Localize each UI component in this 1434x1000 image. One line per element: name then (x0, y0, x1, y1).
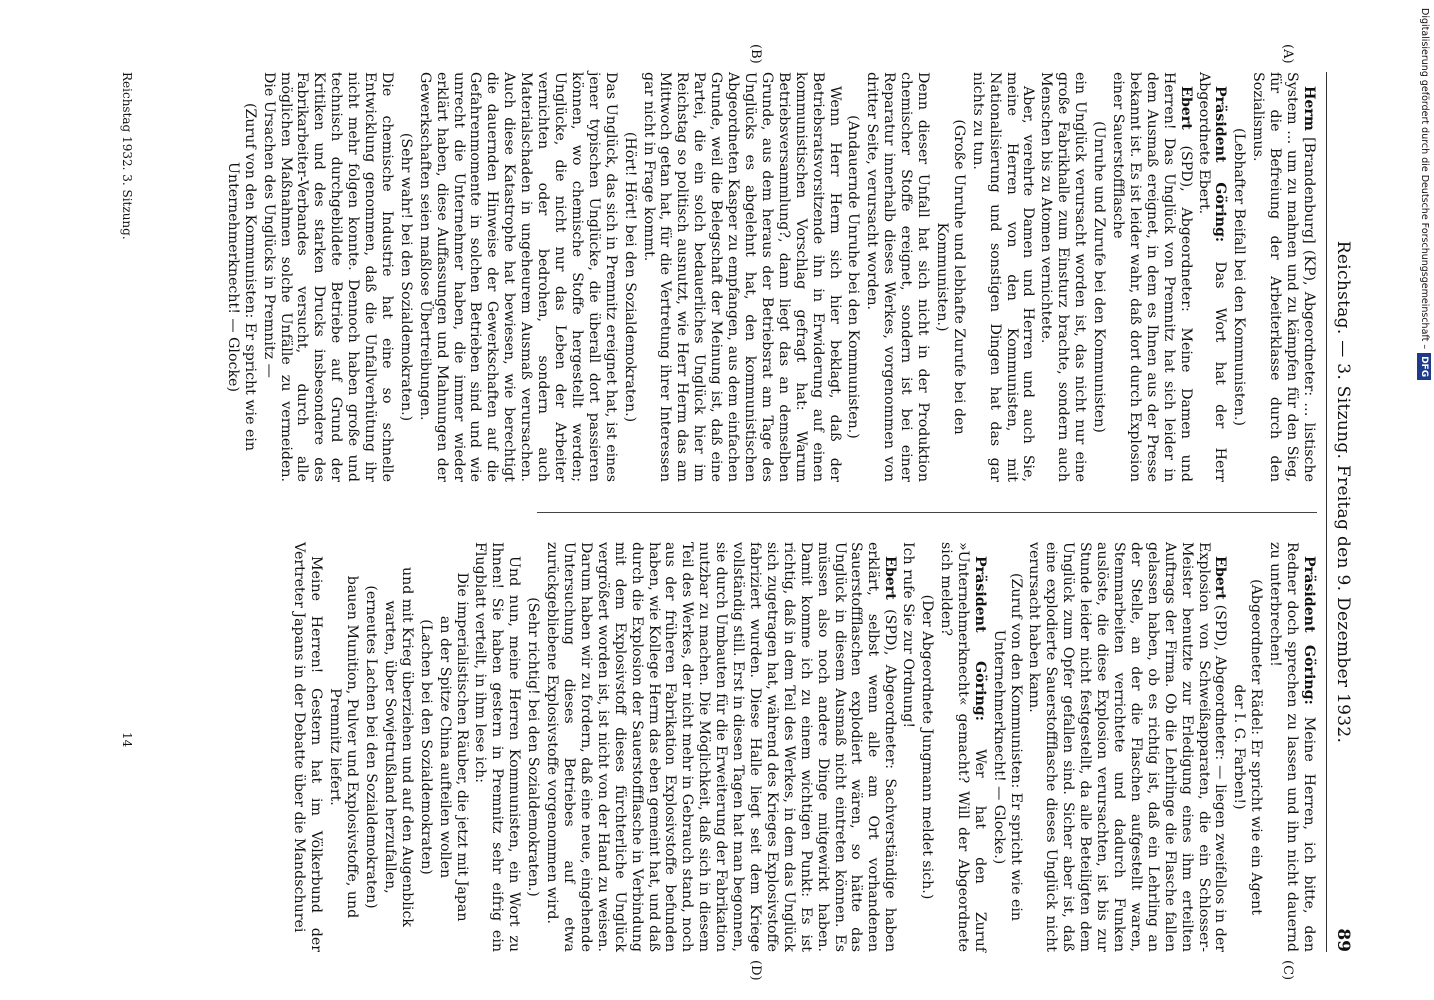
stage-direction: (Andauernde Unruhe bei den Kommunisten.) (845, 115, 862, 439)
body-paragraph: Die chemische Industrie hat eine so schnelle Entwicklung genommen, daß die Unfallverhütung ihr nicht mehr folgen konnte. Dennoch haben große und technisch durchgebildete Betriebe auf Grund der Kritiken und des starken Drucks insbesondere des Fabrikarbeiter-Verbandes versucht, durch alle möglichen Maßnahmen solche Unfälle zu vermeiden. Die Ursachen des Unglücks in Premnitz — (260, 72, 395, 482)
stage-direction: (Große Unruhe und lebhafte Zurufe bei den Kommunisten.) (933, 119, 967, 435)
speech-text: (SPD), Abgeordneter: Meine Damen und Herren! Das Unglück von Premnitz hat sich leider in dem Ausmaß ereignet, in dem es Ihnen aus der Presse bekannt ist. Es ist leider wahr, daß dort durch Explosion einer Sauerstoffflasche (1110, 72, 1194, 482)
speaker-name: Präsident Göring: (971, 556, 988, 721)
speech-paragraph (543, 542, 898, 952)
speech-text: Meine Herren, ich bitte, den Redner doch sprechen zu lassen und ihn nicht dauernd zu unterbrechen! (1267, 542, 1317, 952)
page-number: 89 (1333, 928, 1353, 952)
dfg-logo: DFG (1417, 353, 1431, 380)
digitization-credit (1417, 8, 1431, 908)
stage-direction: (Zuruf von den Kommunisten: Er spricht wie ein Unternehmerknecht! — Glocke) (224, 102, 258, 452)
stage-direction: (Lachen bei den Sozialdemokraten) (417, 619, 434, 875)
credit-text: Digitalisierung gefördert durch die Deutsche Forschungsgemeinschaft – (1419, 8, 1430, 350)
stage-direction: und mit Krieg überziehen und auf den Augenblick warten, über Sowjetrußland herzufallen, (381, 566, 415, 927)
margin-letter-d: (D) (748, 960, 763, 981)
body-paragraph: Meine Herren! Gestern hat im Völkerbund der Vertreter Japans in der Debatte über die Mandschurei (291, 542, 325, 952)
stage-direction: (Sehr wahr! bei den Sozialdemokraten.) (397, 132, 414, 422)
speech-text: (SPD), Abgeordneter: — liegen zweifellos in der Explosion von Schweißapparaten, die ein Schlosser-Meister benutzte zur Erledigung eines ihm erteilten Auftrags der Firma. Ob die Lehrlinge die Flasche fallen gelassen haben, ob es richtig ist, daß ein Lehrling an der Stelle, an der die Flaschen aufgestellt waren, Stemmarbeiten verrichtete und dadurch Funken auslöste, die diese Explosion verursachten, ist bis zur Stunde leider nicht festgestellt, da alle Beteiligten dem Unglück zum Opfer gefallen sind. Sicher aber ist, daß eine explodierte Sauerstoffflasche dieses Unglück nicht verursacht haben kann. (1026, 542, 1229, 952)
speech-paragraph (1109, 72, 1194, 482)
stage-direction: (Lebhafter Beifall bei den Kommunisten.) (1231, 127, 1248, 426)
stage-direction: (erneutes Lachen bei den Sozialdemokraten) (363, 585, 380, 909)
speaker-name: Herm (1301, 86, 1317, 131)
speech-paragraph (1266, 542, 1317, 952)
speech-paragraph (1026, 542, 1229, 952)
speech-text: Das Wort hat der Herr Abgeordnete Ebert. (1195, 72, 1229, 482)
body-paragraph: Denn dieser Unfall hat sich nicht in der Produktion chemischer Stoffe ereignet, sondern ist bei einer Reparatur innerhalb dieses Werkes, vorgenommen von dritter Seite, verursacht worden. (864, 72, 932, 482)
stage-direction: bauen Munition, Pulver und Explosivstoffe, und Premnitz liefert. (327, 575, 361, 919)
column-divider (537, 512, 1317, 513)
speaker-name: Präsident Göring: (1301, 556, 1317, 705)
speaker-name: Ebert (1177, 86, 1194, 130)
footer-left: Reichstag 1932. 3. Sitzung. (120, 72, 134, 240)
left-column (222, 72, 1317, 482)
speaker-name: Ebert (1212, 556, 1229, 600)
speech-paragraph (1249, 72, 1317, 482)
stage-direction: (Hört! Hört! bei den Sozialdemokraten.) (621, 131, 638, 423)
running-head: Reichstag. — 3. Sitzung. Freitag den 9. Dezember 1932. (1333, 240, 1353, 744)
margin-letter-c: (C) (1280, 960, 1295, 981)
stage-direction: (Abgeordneter Rädel: Er spricht wie ein Agent der I. G. Farben!) (1231, 579, 1265, 915)
stage-direction: (Sehr richtig! bei den Sozialdemokraten.) (525, 597, 542, 897)
stage-direction: (Der Abgeordnete Jungmann meldet sich.) (919, 594, 936, 900)
speech-paragraph (1195, 72, 1229, 482)
body-paragraph: Das Unglück, das sich in Premnitz ereignet hat, ist eines jener typischen Unglücke, die überall dort passieren können, wo chemische Stoffe hergestellt werden; Unglücke, die nicht nur das Leben der Arbeiter vernichten oder bedrohen, sondern auch Materialschaden in ungeheurem Ausmaß verursachen. Auch diese Katastrophe hat bewiesen, wie berechtigt die dauernden Hinweise der Gewerkschaften auf die Gefahrenmomente in solchen Betrieben sind und wie unrecht die Unternehmer haben, die immer wieder erklärt haben, diese Auffassungen und Mahnungen der Gewerkschaften seien maßlose Übertreibungen. (416, 72, 619, 482)
speech-text: [Brandenburg] (KP), Abgeordneter: … listische System … um zu mahnen und zu kämpfen für den Sieg, für die Befreiung der Arbeiterklasse durch den Sozialismus. (1250, 72, 1317, 482)
speech-paragraph (937, 542, 988, 952)
footer-signature: 14 (120, 732, 134, 748)
stage-direction: Die imperialistischen Räuber, die jetzt mit Japan an der Spitze China aufteilen wollen (436, 572, 470, 922)
body-paragraph: ein Unglück verursacht worden ist, das nicht nur eine große Fabrikhalle zum Einsturz brachte, sondern auch Menschen bis zu Atomen vernichtete. (1038, 72, 1089, 482)
body-paragraph: Wenn Herr Herm sich hier beklagt, daß der Betriebsratsvorsitzende ihn in Erwiderung auf einen kommunistischen Vorschlag gefragt hat: Warum Betriebsversammlung?, dann liegt das an demselben Grunde, aus dem heraus der Betriebsrat am Tage des Unglücks es abgelehnt hat, den kommunistischen Abgeordneten Kasper zu empfangen, aus dem einfachen Grunde, weil die Belegschaft der Meinung ist, daß eine Partei, die ein solch bedauerliches Unglück hier im Reichstag so politisch ausnutzt, wie Herr Herm das am Mittwoch getan hat, für die Vertretung ihrer Interessen gar nicht in Frage kommt. (640, 72, 843, 482)
speech-text: (SPD), Abgeordneter: Sachverständige haben erklärt, selbst wenn alle am Ort vorhandenen Sauerstoffflaschen explodiert wären, so hätte das Unglück in diesem Ausmaß nicht eintreten können. Es müssen also noch andere Dinge mitgewirkt haben. Damit komme ich zu einem wichtigen Punkt: Es ist richtig, daß in dem Teil des Werkes, in dem das Unglück sich zugetragen hat, während des Krieges Explosivstoffe fabriziert wurden. Diese Halle liegt seit dem Kriege vollständig still. Erst in diesen Tagen hat man begonnen, sie durch Umbauten für die Erweiterung der Fabrikation nutzbar zu machen. Die Möglichkeit, daß sich in diesem Teil des Werkes, der nicht mehr in Gebrauch stand, noch aus der früheren Fabrikation Explosivstoffe befunden haben, wie Kollege Herm das eben gemeint hat, und daß durch die Explosion der Sauerstoffflasche in Verbindung mit dem Explosivstoff dieses fürchterliche Unglück vergrößert worden ist, ist nicht von der Hand zu weisen. Darum haben wir zu fordern, daß eine neue, eingehende Untersuchung dieses Betriebes auf etwa zurückgebliebene Explosivstoffe vorgenommen wird. (544, 542, 899, 952)
stage-direction: (Zuruf von den Kommunisten: Er spricht wie ein Unternehmerknecht! — Glocke.) (990, 572, 1024, 922)
body-paragraph: Und nun, meine Herren Kommunisten, ein Wort zu Ihnen! Sie haben gestern in Premnitz sehr eifrig ein Flugblatt verteilt, in ihm lese ich: (472, 542, 523, 952)
margin-letter-b: (B) (748, 44, 763, 64)
body-paragraph: Aber, verehrte Damen und Herren und auch Sie, meine Herren von den Kommunisten, mit Nationalisierung und sonstigen Dingen hat das gar nichts zu tun. (969, 72, 1037, 482)
body-paragraph: Ich rufe Sie zur Ordnung! (900, 542, 917, 729)
speaker-name: Präsident Göring: (1212, 86, 1229, 243)
stage-direction: (Unruhe und Zurufe bei den Kommunisten) (1091, 121, 1108, 433)
page-header (1326, 72, 1353, 952)
right-column (290, 542, 1317, 952)
speech-text: Wer hat den Zuruf »Unternehmerknecht« gemacht? Will der Abgeordnete sich melden? (937, 542, 988, 952)
margin-letter-a: (A) (1280, 44, 1295, 64)
document-page (108, 44, 1353, 981)
speaker-name: Ebert (882, 556, 899, 600)
